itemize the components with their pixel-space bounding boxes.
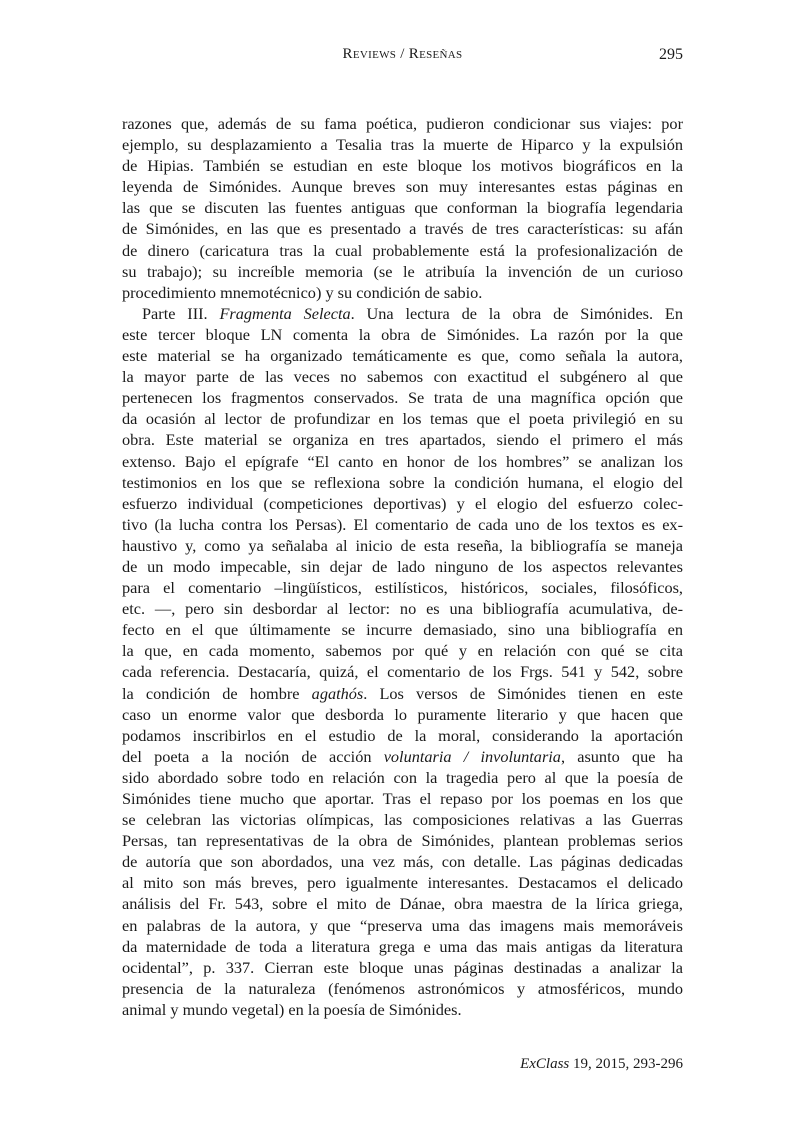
text-line xyxy=(122,936,683,957)
text-line xyxy=(122,451,683,472)
text-segment: esfuerzo individual (competiciones deportivas) y el elogio del esfuerzo colec- xyxy=(122,493,683,513)
running-head: Reviews / Reseñas xyxy=(342,46,463,62)
text-line xyxy=(122,999,683,1020)
text-line xyxy=(122,535,683,556)
text-segment: caso un enorme valor que desborda lo puramente literario y que hacen que xyxy=(122,704,683,724)
text-line xyxy=(122,113,683,134)
text-segment: las que se discuten las fuentes antiguas que conforman la biografía legendaria xyxy=(122,198,683,218)
text-segment: obra. Este material se organiza en tres apartados, siendo el primero el más xyxy=(122,430,683,450)
text-line xyxy=(122,683,683,704)
text-segment: podamos inscribirlos en el estudio de la moral, considerando la aportación xyxy=(122,725,683,745)
text-line xyxy=(122,197,683,218)
text-line xyxy=(122,366,683,387)
text-line xyxy=(122,957,683,978)
text-segment: . Una lectura de la obra de Simónides. En xyxy=(350,303,683,323)
text-segment: en palabras de la autora, y que “preserva uma das imagens mais memoráveis xyxy=(122,915,683,935)
text-line xyxy=(122,240,683,261)
paragraph xyxy=(122,113,683,303)
text-line xyxy=(122,704,683,725)
text-line xyxy=(122,176,683,197)
text-segment: se celebran las victorias olímpicas, las composiciones relativas a las Guerras xyxy=(122,810,683,830)
text-segment: etc. —, pero sin desbordar al lector: no es una bibliografía acumulativa, de- xyxy=(122,599,683,619)
text-line xyxy=(122,598,683,619)
text-segment: pertenecen los fragmentos conservados. Se trata de una magnífica opción que xyxy=(122,388,683,408)
text-line xyxy=(122,134,683,155)
text-line xyxy=(122,345,683,366)
text-line xyxy=(122,788,683,809)
text-line xyxy=(122,872,683,893)
journal-name: ExClass xyxy=(520,1056,570,1072)
text-line xyxy=(122,514,683,535)
page-header xyxy=(122,46,683,68)
text-line xyxy=(122,429,683,450)
text-segment: extenso. Bajo el epígrafe “El canto en honor de los hombres” se analizan los xyxy=(122,451,683,471)
text-line xyxy=(122,809,683,830)
text-segment: procedimiento mnemotécnico) y su condición de sabio. xyxy=(122,282,483,302)
text-line xyxy=(122,767,683,788)
text-segment: de dinero (caricatura tras la cual probablemente está la profesionalización de xyxy=(122,240,683,260)
text-segment: al mito son más breves, pero igualmente interesantes. Destacamos el delicado xyxy=(122,873,683,893)
text-segment: la condición de hombre xyxy=(122,683,312,703)
text-line xyxy=(122,978,683,999)
text-segment: del poeta a la noción de acción xyxy=(122,746,384,766)
text-segment: de un modo impecable, sin dejar de lado ninguno de los aspectos relevantes xyxy=(122,556,683,576)
text-segment: la mayor parte de las veces no sabemos con exactitud el subgénero al que xyxy=(122,367,683,387)
text-line xyxy=(122,893,683,914)
text-line xyxy=(122,408,683,429)
text-segment: fecto en el que últimamente se incurre demasiado, sino una bibliografía en xyxy=(122,620,683,640)
page-number: 295 xyxy=(659,46,683,63)
text-segment: da maternidade de toda a literatura grega e uma das mais antigas da literatura xyxy=(122,936,683,956)
text-line xyxy=(122,155,683,176)
text-segment: razones que, además de su fama poética, pudieron condicionar sus viajes: por xyxy=(122,114,683,133)
text-segment: . Los versos de Simónides tienen en este xyxy=(363,683,683,703)
text-line xyxy=(122,619,683,640)
text-line xyxy=(122,387,683,408)
text-segment: presencia de la naturaleza (fenómenos astronómicos y atmosféricos, mundo xyxy=(122,978,683,998)
text-line xyxy=(122,830,683,851)
footer-citation xyxy=(520,1056,683,1073)
text-segment: cada referencia. Destacaría, quizá, el comentario de los Frgs. 541 y 542, sobre xyxy=(122,662,683,682)
italic-text: agathós xyxy=(311,683,364,703)
text-segment: tivo (la lucha contra los Persas). El comentario de cada uno de los textos es ex- xyxy=(122,514,683,534)
text-line xyxy=(122,472,683,493)
italic-text: Fragmenta Selecta xyxy=(219,303,351,323)
text-line xyxy=(122,746,683,767)
text-line xyxy=(122,218,683,239)
body-text xyxy=(122,113,683,1020)
text-line xyxy=(122,577,683,598)
text-line xyxy=(122,493,683,514)
text-segment: ocidental”, p. 337. Cierran este bloque unas páginas destinadas a analizar la xyxy=(122,957,683,977)
text-line xyxy=(122,851,683,872)
text-segment: sido abordado sobre todo en relación con la tragedia pero al que la poesía de xyxy=(122,767,683,787)
text-line xyxy=(122,282,683,303)
text-line xyxy=(122,324,683,345)
text-segment: de autoría que son abordados, una vez más, con detalle. Las páginas dedicadas xyxy=(122,852,683,872)
text-segment: ejemplo, su desplazamiento a Tesalia tras la muerte de Hiparco y la expulsión xyxy=(122,135,683,155)
text-segment: Persas, tan representativas de la obra de Simónides, plantean problemas serios xyxy=(122,831,683,851)
text-line xyxy=(122,556,683,577)
text-line xyxy=(122,725,683,746)
text-segment: su trabajo); su increíble memoria (se le atribuía la invención de un curioso xyxy=(122,261,683,281)
text-segment: de Simónides, en las que es presentado a través de tres características: su afán xyxy=(122,219,683,239)
text-segment: , asunto que ha xyxy=(560,746,684,766)
text-segment: este tercer bloque LN comenta la obra de Simónides. La razón por la que xyxy=(122,324,683,344)
italic-text: voluntaria / involuntaria xyxy=(383,746,561,766)
text-segment: Simónides tiene mucho que aportar. Tras el repaso por los poemas en los que xyxy=(122,789,683,808)
text-line xyxy=(122,640,683,661)
text-segment: este material se ha organizado temáticamente es que, como señala la autora, xyxy=(122,346,683,366)
text-segment: análisis del Fr. 543, sobre el mito de Dánae, obra maestra de la lírica griega, xyxy=(122,894,683,914)
text-line xyxy=(122,915,683,936)
text-segment: para el comentario –lingüísticos, estilísticos, históricos, sociales, filosóficos, xyxy=(122,578,683,598)
text-line xyxy=(122,661,683,682)
paragraph xyxy=(122,303,683,1020)
text-segment: de Hipias. También se estudian en este bloque los motivos biográficos en la xyxy=(122,156,683,176)
text-segment: leyenda de Simónides. Aunque breves son muy interesantes estas páginas en xyxy=(122,177,683,197)
citation-details: 19, 2015, 293-296 xyxy=(569,1056,683,1072)
text-segment: Parte III. xyxy=(142,303,220,323)
text-segment: haustivo y, como ya señalaba al inicio de esta reseña, la bibliografía se maneja xyxy=(122,535,683,555)
text-segment: testimonios en los que se reflexiona sobre la condición humana, el elogio del xyxy=(122,472,683,492)
text-line xyxy=(122,303,683,324)
text-segment: animal y mundo vegetal) en la poesía de Simónides. xyxy=(122,999,462,1019)
text-segment: la que, en cada momento, sabemos por qué y en relación con qué se cita xyxy=(122,641,683,661)
text-segment: da ocasión al lector de profundizar en los temas que el poeta privilegió en su xyxy=(122,409,683,429)
text-line xyxy=(122,261,683,282)
